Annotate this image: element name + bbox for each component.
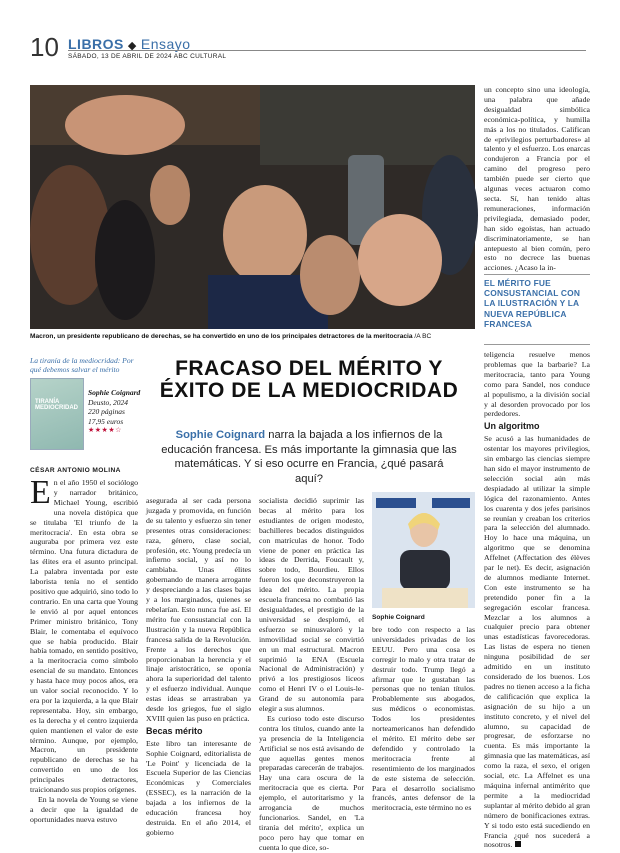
book-pages: 220 páginas: [88, 407, 125, 417]
section-subtitle-becas: Becas mérito: [146, 725, 203, 736]
column-2-paragraph-2: Este libro tan interesante de Sophie Coignard, editorialista de 'Le Point' y licenciada de la Escuela Superior de las Ciencias Económicas y Comerciales (ESSEC), es la narración de la bajada a los infiernos de la educación francesa hoy destruida. En el año 2014, el gobierno: [146, 738, 251, 837]
headline-line-2: ÉXITO DE LA MEDIOCRIDAD: [159, 379, 459, 402]
column-3-paragraph-2: Es curioso todo este discurso contra los títulos, cuando ante la ya presencia de la Inteligencia Artificial se nos está avisando de que aquellas gentes menos preparadas carecerán de trabajos. Hay una cara oscura de la meritocracia que es cierta. Por ejemplo, el autoritarismo y la arrogancia de muchos funcionarios. Sandel, en 'La tiranía del mérito', explica un poco pero hay que tomar en cuenta lo que dice, so-: [259, 713, 364, 852]
book-price: 17,95 euros: [88, 416, 124, 426]
pullquote-rule-top: [484, 274, 590, 275]
section-subtitle-algoritmo: Un algoritmo: [484, 421, 540, 432]
headline: [150, 358, 468, 402]
book-title: La tiranía de la mediocridad: Por qué debemos salvar el mérito: [30, 356, 134, 374]
book-publisher: Deusto, 2024: [88, 397, 128, 407]
headline-line-1: FRACASO DEL MÉRITO Y: [175, 357, 443, 380]
pullquote: EL MÉRITO FUE CONSUSTANCIAL CON LA ILUSTRACIÓN Y LA NUEVA REPÚBLICA FRANCESA: [484, 278, 581, 329]
subhead-author: Sophie Coignard: [175, 429, 266, 441]
page-number: 10: [30, 32, 59, 62]
column-5-paragraph-2: Se acusó a las humanidades de ostentar los mayores privilegios, sin embargo las ciencias siempre han sido el mayor instrumento de selección social aún más despiadado al utilizar la simple lógica del razonamiento. Antes los cuarenta y dos jefes parisinos se reunían y creaban los criterios para la selección del alumnado. Hoy lo hace una máquina, un algoritmo que se denomina Affelnet (Affectation des élèves par le net). Es decir, asignación de alumnos mediante Internet. Con este instrumento se ha pretendido poner fin a la segregación escolar francesa. Mezclar a los alumnos a cualquier precio para obtener unas estadísticas favorecedoras. Las listas de espera no tienen ninguna posibilidad de ser admitido en un instituto considerado de los buenos. Los padres no tienen acceso a la ficha de calificación que explica la asignación de su hijo a un instituto concreto, y el nivel del alumno, su capacidad de progresar, de esforzarse no cuenta. Es más importante la gimnasia que las matemáticas, así como la raza, el sexo, el origen social, etc. La Affelnet es una máquina infernal antimérito que permite a la mediocridad suplantar al mérito debido al gran número de bonificaciones extras. Y si todo esto está sucediendo en Francia ¿qué nos sucederá a nosotros.: [484, 434, 590, 850]
byline: CÉSAR ANTONIO MOLINA: [30, 467, 121, 474]
body-column-1: [30, 474, 138, 838]
drop-cap: E: [30, 474, 51, 511]
author-photo-caption: Sophie Coignard: [372, 614, 425, 621]
column-1-text: n el año 1950 el sociólogo y narrador británico, Michael Young, escribió una novela distópica que se titulaba 'El triunfo de la meritocracia'. En esta obra se auguraba por primera vez este término. Una futura dictadura de las élites era el asunto principal. La palabra inventada por este laborista tenía no el sentido positivo que adquirió, sino todo lo contrario. En una carta que Young le envió al por aquel entonces Primer ministro británico, Tony Blair, le comentaba el equívoco que se había producido. Blair había tomado, en sentido positivo, a la meritocracia como símbolo esencial de su mandato. Entonces y hasta hace muy pocos años, era un valor social reconocido. Y lo era por la izquierda, a la que Blair representaba. Hoy, sin embargo, es la derecha y el centro izquierda quien mantienen el valor de este término. Aunque, por ejemplo, Macron, un presidente republicano de derechas se ha convertido en uno de los principales detractores, traicionando sus propios orígenes.: [30, 478, 138, 795]
subhead-text: narra la bajada a los infiernos de la educación francesa. Es más importante la gimnasia que las matemáticas. Y si eso ocurre en Francia, ¿qué pasará aquí?: [161, 429, 457, 485]
body-column-4: bre todo con respecto a las universidades privadas de los EEUU. Pero una cosa es corregir lo malo y otra tratar de destruir todo. Trump llegó a afirmar que le gustaban las personas que no tenían títulos. Probablemente sus abogados, sus médicos o economistas. Todos los presidentes norteamericanos han defendido el mérito. El mérito debe ser defendido y controlado la meritocracia frente al resentimiento de los marginados de este sistema de selección. Para el desarrollo socialismo francés, antes defensor de la meritocracia, este término no es: [372, 625, 475, 813]
pullquote-rule-bottom: [484, 344, 590, 345]
main-photo: [30, 85, 475, 329]
caption-text: Macron, un presidente republicano de derechas, se ha convertido en uno de los principales detractores de la meritocracia: [30, 333, 413, 340]
body-column-3: [259, 496, 364, 852]
body-column-2: [146, 496, 251, 838]
book-details: [88, 388, 140, 436]
book-cover: [30, 378, 84, 450]
rating-stars-icon: ★★★★☆: [88, 426, 122, 435]
section-name: LIBROS: [68, 36, 124, 52]
photo-credit: /A BC: [414, 333, 432, 340]
book-cover-title: TIRANÍA MEDIOCRIDAD: [35, 399, 78, 411]
subsection-name: Ensayo: [140, 36, 191, 52]
dateline: SÁBADO, 13 DE ABRIL DE 2024 ABC CULTURAL: [68, 53, 227, 60]
column-3-text: socialista decidió suprimir las becas al mérito para los estudiantes de origen modesto, bachilleres becados distinguidos con matrículas de honor. Todo viene de poner en práctica las ideas de Derrida, Foucault y, sobre todo, Bourdieu. Ellos fueron los que deconstruyeron la idea del mérito. La propia escuela francesa no combatió las desigualdades, el prestigio de la universidad se desplomó, el esfuerzo se minusvaloró y la inmovilidad social se convirtió en un mal estructural. Macron suprimió la ENA (Escuela Nacional de Administración) y privó a los prestigiosos liceos como el Henri IV o el Louis-le-Grand de su autonomía para elegir a sus alumnos.: [259, 496, 364, 714]
column-2-text: asegurada al ser cada persona juzgada y promovida, en función de su talento y esfuerzo sin tener presentes otras consideraciones: raza, género, clase social, profesión, etc. Young predecía un infierno social, y así no lo cambiaba. Unas élites gobernando de manera arrogante y despreciando a las clases bajas y a los marginados, quienes se rebelarían. Esto nunca fue así. El mérito fue consustancial con la Ilustración y la nueva República francesa salida de la Revolución. Frente a los derechos que proporcionaban la herencia y el linaje aristocrático, se oponía ahora la superioridad del talento y el esfuerzo individual. Aunque estas ideas se arrastraban ya desde los griegos, fue el siglo XVIII quien las puso en práctica.: [146, 496, 251, 723]
body-column-5: [484, 350, 590, 850]
column-1-paragraph-2: En la novela de Young se viene a decir que la igualdad de oportunidades nueva estuvo: [30, 795, 138, 824]
column-5-text: teligencia resuelve menos problemas que la barbarie? La meritocracia, tanto para Young como para Sandel, nos conduce al populismo, a la división social y al desorden provocado por los perdedores.: [484, 350, 590, 419]
body-column-5-top: un concepto sino una ideología, una palabra que añade desigualdad simbólica económica-política, y humilla más a los no titulados. Califican de «privilegios perturbadores» al talento y el esfuerzo. Los enarcas condujeron a Francia por el camino del progreso pero también puede ser cierto que algunas veces actuaron como secta. Sí, han tenido altas remuneraciones, información privilegiada, demasiado poder, han sido egoístas, han actuado discriminatoriamente, se han antepuesto al bien común, pero esto no decrece las buenas acciones. ¿Acaso la in-: [484, 85, 590, 273]
book-info-box: [30, 356, 138, 374]
header-rule: [68, 50, 586, 51]
author-photo: [372, 492, 475, 608]
book-author: Sophie Coignard: [88, 388, 141, 397]
diamond-icon: ◆: [127, 40, 137, 52]
photo-caption: [30, 333, 475, 340]
end-mark-icon: [515, 841, 521, 847]
subheadline: [160, 428, 458, 486]
